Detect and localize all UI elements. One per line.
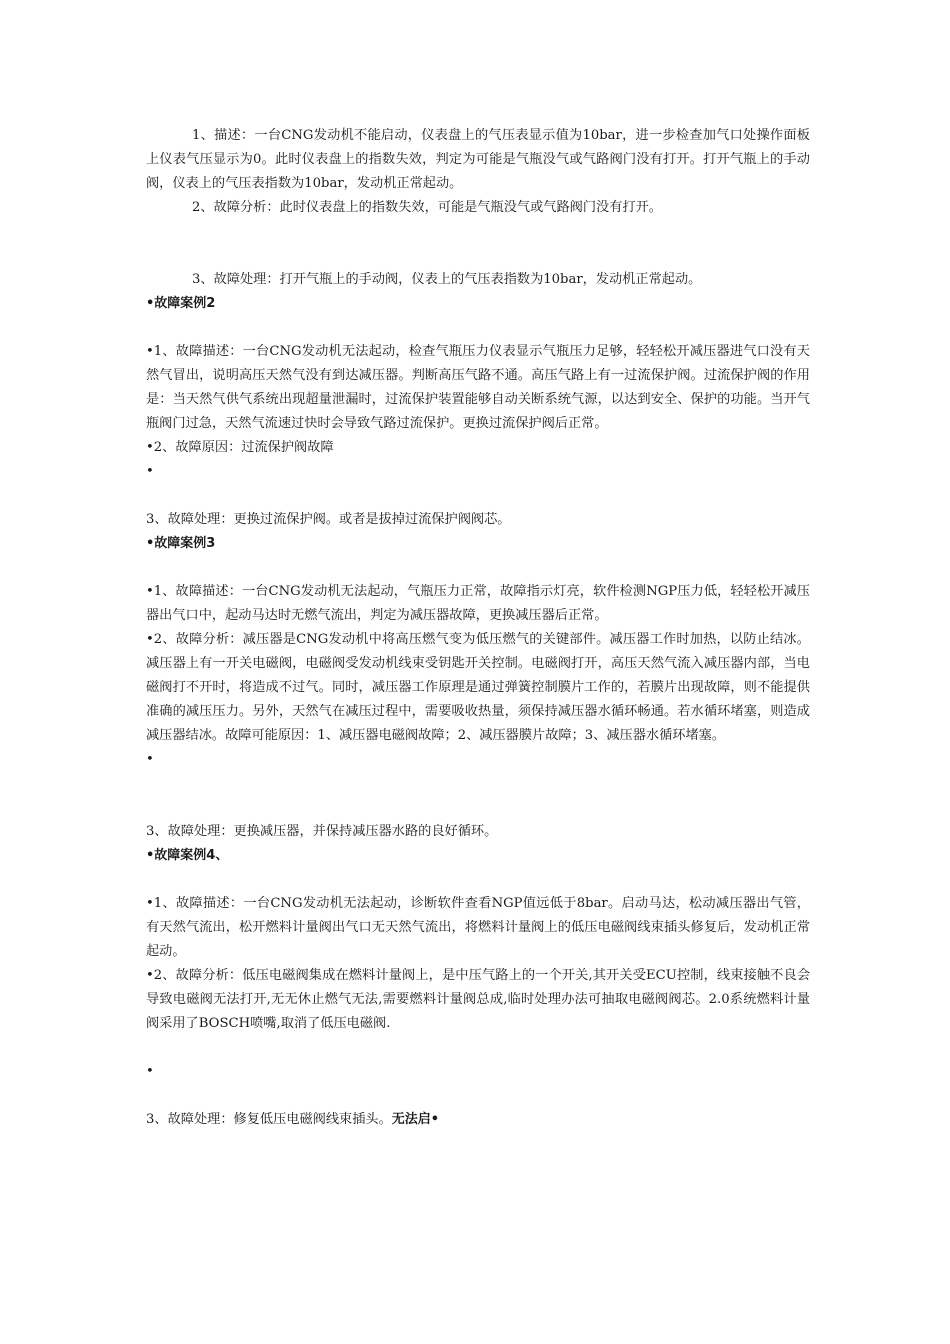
case4-heading: •故障案例4、 bbox=[146, 848, 229, 863]
case1-description: 1、描述：一台CNG发动机不能启动，仪表盘上的气压表显示值为10bar，进一步检查加气口处操作面板上仪表气压显示为0。此时仪表盘上的指数失效，判定为可能是气瓶没气或气路阀门没有打开。打开气瓶上的手动阀，仪表上的气压表指数为10bar，发动机正常起动。 bbox=[146, 128, 810, 191]
spacer bbox=[146, 868, 810, 892]
case2-bullet: • bbox=[146, 464, 154, 479]
case2-description: •1、故障描述：一台CNG发动机无法起动，检查气瓶压力仪表显示气瓶压力足够，轻轻松开减压器进气口没有天然气冒出，说明高压天然气没有到达减压器。判断高压气路不通。高压气路上有一过流保护阀。过流保护阀的作用是：当天然气供气系统出现超量泄漏时，过流保护装置能够自动关断系统气源，以达到安全、保护的功能。当开气瓶阀门过急，天然气流速过快时会导致气路过流保护。更换过流保护阀后正常。 bbox=[146, 344, 810, 431]
case4-description: •1、故障描述：一台CNG发动机无法起动，诊断软件查看NGP值远低于8bar。启动马达，松动减压器出气管，有天然气流出，松开燃料计量阀出气口无天然气流出，将燃料计量阀上的低压电磁阀线束插头修复后，发动机正常起动。 bbox=[146, 896, 810, 959]
case3-treatment: 3、故障处理：更换减压器，并保持减压器水路的良好循环。 bbox=[146, 824, 498, 839]
case2-treatment: 3、故障处理：更换过流保护阀。或者是拔掉过流保护阀阀芯。 bbox=[146, 512, 511, 527]
case1-analysis: 2、故障分析：此时仪表盘上的指数失效，可能是气瓶没气或气路阀门没有打开。 bbox=[192, 200, 662, 215]
case3-bullet: • bbox=[146, 752, 154, 767]
document-body bbox=[146, 124, 810, 1132]
case2-heading: •故障案例2 bbox=[146, 296, 216, 311]
case4-treatment: 3、故障处理：修复低压电磁阀线束插头。 bbox=[146, 1112, 392, 1127]
case3-analysis: •2、故障分析：减压器是CNG发动机中将高压燃气变为低压燃气的关键部件。减压器工作时加热，以防止结冰。减压器上有一开关电磁阀，电磁阀受发动机线束受钥匙开关控制。电磁阀打开，高压天然气流入减压器内部，当电磁阀打不开时，将造成不过气。同时，减压器工作原理是通过弹簧控制膜片工作的，若膜片出现故障，则不能提供准确的减压压力。另外，天然气在减压过程中，需要吸收热量，须保持减压器水循环畅通。若水循环堵塞，则造成减压器结冰。故障可能原因：1、减压器电磁阀故障；2、减压器膜片故障；3、减压器水循环堵塞。 bbox=[146, 632, 810, 743]
case2-cause: •2、故障原因：过流保护阀故障 bbox=[146, 440, 334, 455]
spacer bbox=[146, 1084, 810, 1108]
case3-heading: •故障案例3 bbox=[146, 536, 216, 551]
spacer bbox=[146, 220, 810, 268]
case4-bullet: • bbox=[146, 1064, 154, 1079]
case3-description: •1、故障描述：一台CNG发动机无法起动，气瓶压力正常，故障指示灯亮，软件检测NGP压力低，轻轻松开减压器出气口中，起动马达时无燃气流出，判定为减压器故障，更换减压器后正常。 bbox=[146, 584, 810, 623]
spacer bbox=[146, 1036, 810, 1060]
spacer bbox=[146, 484, 810, 508]
spacer bbox=[146, 556, 810, 580]
case1-treatment: 3、故障处理：打开气瓶上的手动阀，仪表上的气压表指数为10bar，发动机正常起动。 bbox=[192, 272, 702, 287]
spacer bbox=[146, 772, 810, 820]
case4-treatment-tail: 无法启• bbox=[391, 1112, 440, 1127]
case4-treatment-line bbox=[146, 1108, 810, 1132]
case4-analysis: •2、故障分析：低压电磁阀集成在燃料计量阀上，是中压气路上的一个开关,其开关受ECU控制，线束接触不良会导致电磁阀无法打开,无无休止燃气无法,需要燃料计量阀总成,临时处理办法可抽取电磁阀阀芯。2.0系统燃料计量阀采用了BOSCH喷嘴,取消了低压电磁阀. bbox=[146, 968, 810, 1031]
spacer bbox=[146, 316, 810, 340]
